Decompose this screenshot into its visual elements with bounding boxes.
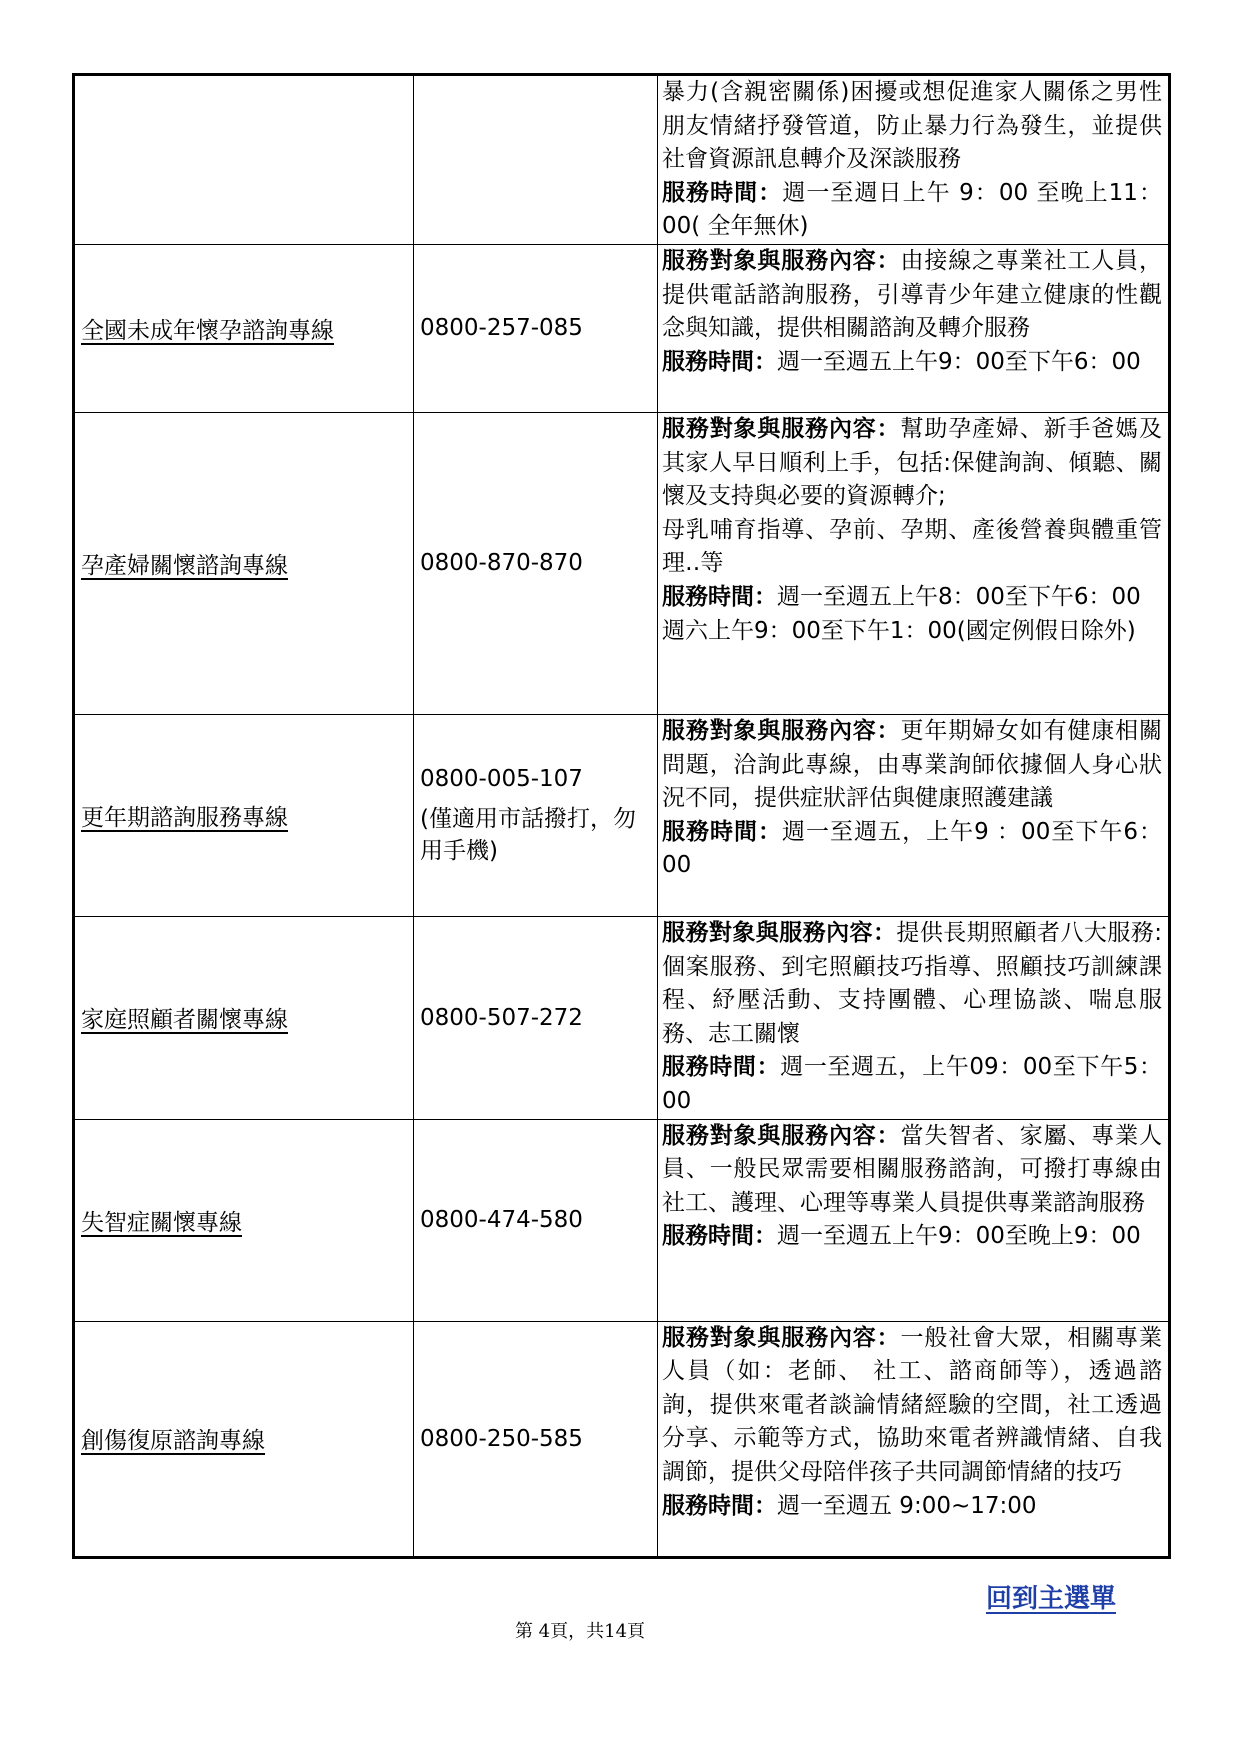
content-text: 幫助孕產婦、新手爸媽及其家人早日順利上手，包括:保健詢詢、傾聽、關懷及支持與必要的資源轉介;: [662, 415, 1163, 510]
hours-text: 週一至週五 9:00~17:00: [777, 1492, 1037, 1519]
hotline-description-cell: [658, 916, 1170, 1119]
hotline-hours-extra: 週六上午9：00至下午1：00(國定例假日除外): [662, 617, 1136, 644]
hotline-content: [662, 917, 1162, 1051]
table-row: [74, 1321, 1170, 1557]
content-label: 服務對象與服務內容：: [662, 247, 901, 274]
content-text: 當失智者、家屬、專業人員、一般民眾需要相關服務諮詢，可撥打專線由社工、護理、心理等專業人員提供專業諮詢服務: [662, 1122, 1163, 1216]
hours-text: 週一至週五上午8：00至下午6：00: [777, 583, 1141, 610]
hotline-hours: [662, 346, 1162, 380]
hotline-hours: [662, 581, 1162, 615]
hotline-content: [662, 245, 1162, 346]
hotline-description-cell: [658, 1119, 1170, 1321]
hotline-name[interactable]: 全國未成年懷孕諮詢專線: [81, 317, 334, 344]
hotline-phone-note: (僅適用市話撥打，勿用手機): [420, 806, 636, 865]
content-label: 服務對象與服務內容：: [662, 1122, 901, 1149]
content-label: 服務對象與服務內容：: [662, 919, 897, 946]
hours-label: 服務時間：: [662, 583, 777, 610]
hotline-description-cell: [658, 714, 1170, 916]
hotline-content: [662, 1120, 1162, 1221]
table-row: [74, 916, 1170, 1119]
content-label: 服務對象與服務內容：: [662, 415, 901, 442]
hotline-name[interactable]: 創傷復原諮詢專線: [81, 1428, 265, 1455]
hotline-name-cell: [74, 75, 414, 245]
table-row: [74, 412, 1170, 714]
hours-label: 服務時間：: [662, 818, 783, 845]
content-label: 服務對象與服務內容：: [662, 1324, 901, 1351]
content-text: 由接線之專業社工人員，提供電話諮詢服務，引導青少年建立健康的性觀念與知識，提供相關諮詢及轉介服務: [662, 247, 1163, 342]
hotline-phone: 0800-474-580: [420, 1207, 583, 1234]
hotline-hours: [662, 177, 1162, 244]
hotline-phone-cell: [414, 244, 658, 412]
content-label: 服務對象與服務內容：: [662, 717, 901, 744]
hours-label: 服務時間：: [662, 1223, 777, 1250]
hotline-content: [662, 413, 1162, 514]
page-number: 第 4頁，共14頁: [514, 1621, 646, 1642]
hotline-description-cell: [658, 244, 1170, 412]
hours-text: 週一至週五，上午09：00至下午5：00: [662, 1054, 1163, 1114]
content-text: 一般社會大眾，相關專業人員（如：老師、 社工、諮商師等），透過諮詢，提供來電者談論情緒經驗的空間，社工透過分享、示範等方式，協助來電者辨識情緒、自我調節，提供父母陪伴孩子共同調節情緒的技巧: [662, 1324, 1163, 1485]
hotline-name-cell: [74, 916, 414, 1119]
hotline-name-cell: [74, 1119, 414, 1321]
table-row: [74, 75, 1170, 245]
hotline-content: [662, 76, 1162, 177]
hours-text: 週一至週五上午9：00至下午6：00: [777, 348, 1141, 375]
hotline-name-cell: [74, 412, 414, 714]
hotline-description-cell: [658, 412, 1170, 714]
hotline-name-cell: [74, 714, 414, 916]
hotline-hours: [662, 1220, 1162, 1254]
hours-label: 服務時間：: [662, 348, 777, 375]
hotline-phone-cell: [414, 75, 658, 245]
hotline-name[interactable]: 孕產婦關懷諮詢專線: [81, 552, 288, 579]
hotline-phone-cell: [414, 412, 658, 714]
hours-label: 服務時間：: [662, 1054, 781, 1081]
table-row: [74, 1119, 1170, 1321]
hotline-name[interactable]: 失智症關懷專線: [81, 1209, 242, 1236]
hotline-hours: [662, 1051, 1162, 1118]
hours-label: 服務時間：: [662, 179, 783, 206]
hotline-hours: [662, 816, 1162, 883]
hotline-content: [662, 715, 1162, 816]
hours-text: 週一至週日上午 9：00 至晚上11：00( 全年無休): [662, 179, 1163, 240]
hotline-table: [72, 73, 1171, 1559]
hotline-phone: 0800-250-585: [420, 1425, 583, 1452]
hotline-description-cell: [658, 75, 1170, 245]
hotline-phone: 0800-870-870: [420, 550, 583, 577]
hotline-name-cell: [74, 1321, 414, 1557]
hotline-phone-cell: [414, 1321, 658, 1557]
content-text: 提供長期照顧者八大服務:個案服務、到宅照顧技巧指導、照顧技巧訓練課程、紓壓活動、支持團體、心理協談、喘息服務、志工關懷: [662, 919, 1163, 1047]
hotline-name[interactable]: 更年期諮詢服務專線: [81, 804, 288, 831]
hotline-content: [662, 1322, 1162, 1490]
hotline-phone: 0800-005-107: [420, 766, 583, 793]
hotline-phone-cell: [414, 714, 658, 916]
hotline-phone-cell: [414, 916, 658, 1119]
hotline-phone: 0800-257-085: [420, 315, 583, 342]
table-row: [74, 244, 1170, 412]
table-row: [74, 714, 1170, 916]
back-to-main-menu-link[interactable]: 回到主選單: [986, 1584, 1117, 1614]
hotline-phone: 0800-507-272: [420, 1004, 583, 1031]
hotline-description-cell: [658, 1321, 1170, 1557]
hours-text: 週一至週五上午9：00至晚上9：00: [777, 1223, 1141, 1250]
hours-label: 服務時間：: [662, 1492, 777, 1519]
hotline-phone-cell: [414, 1119, 658, 1321]
content-text: 更年期婦女如有健康相關問題，洽詢此專線，由專業詢師依據個人身心狀況不同，提供症狀評估與健康照護建議: [662, 717, 1163, 812]
hotline-hours: [662, 1490, 1162, 1524]
hours-text: 週一至週五，上午9 ：00至下午6：00: [662, 818, 1162, 879]
hotline-name[interactable]: 家庭照顧者關懷專線: [81, 1007, 288, 1034]
content-text: 暴力(含親密關係)困擾或想促進家人關係之男性朋友情緒抒發管道，防止暴力行為發生，並提供社會資源訊息轉介及深談服務: [662, 79, 1162, 173]
hotline-name-cell: [74, 244, 414, 412]
hotline-content-extra: 母乳哺育指導、孕前、孕期、產後營養與體重管理‥等: [662, 516, 1162, 577]
